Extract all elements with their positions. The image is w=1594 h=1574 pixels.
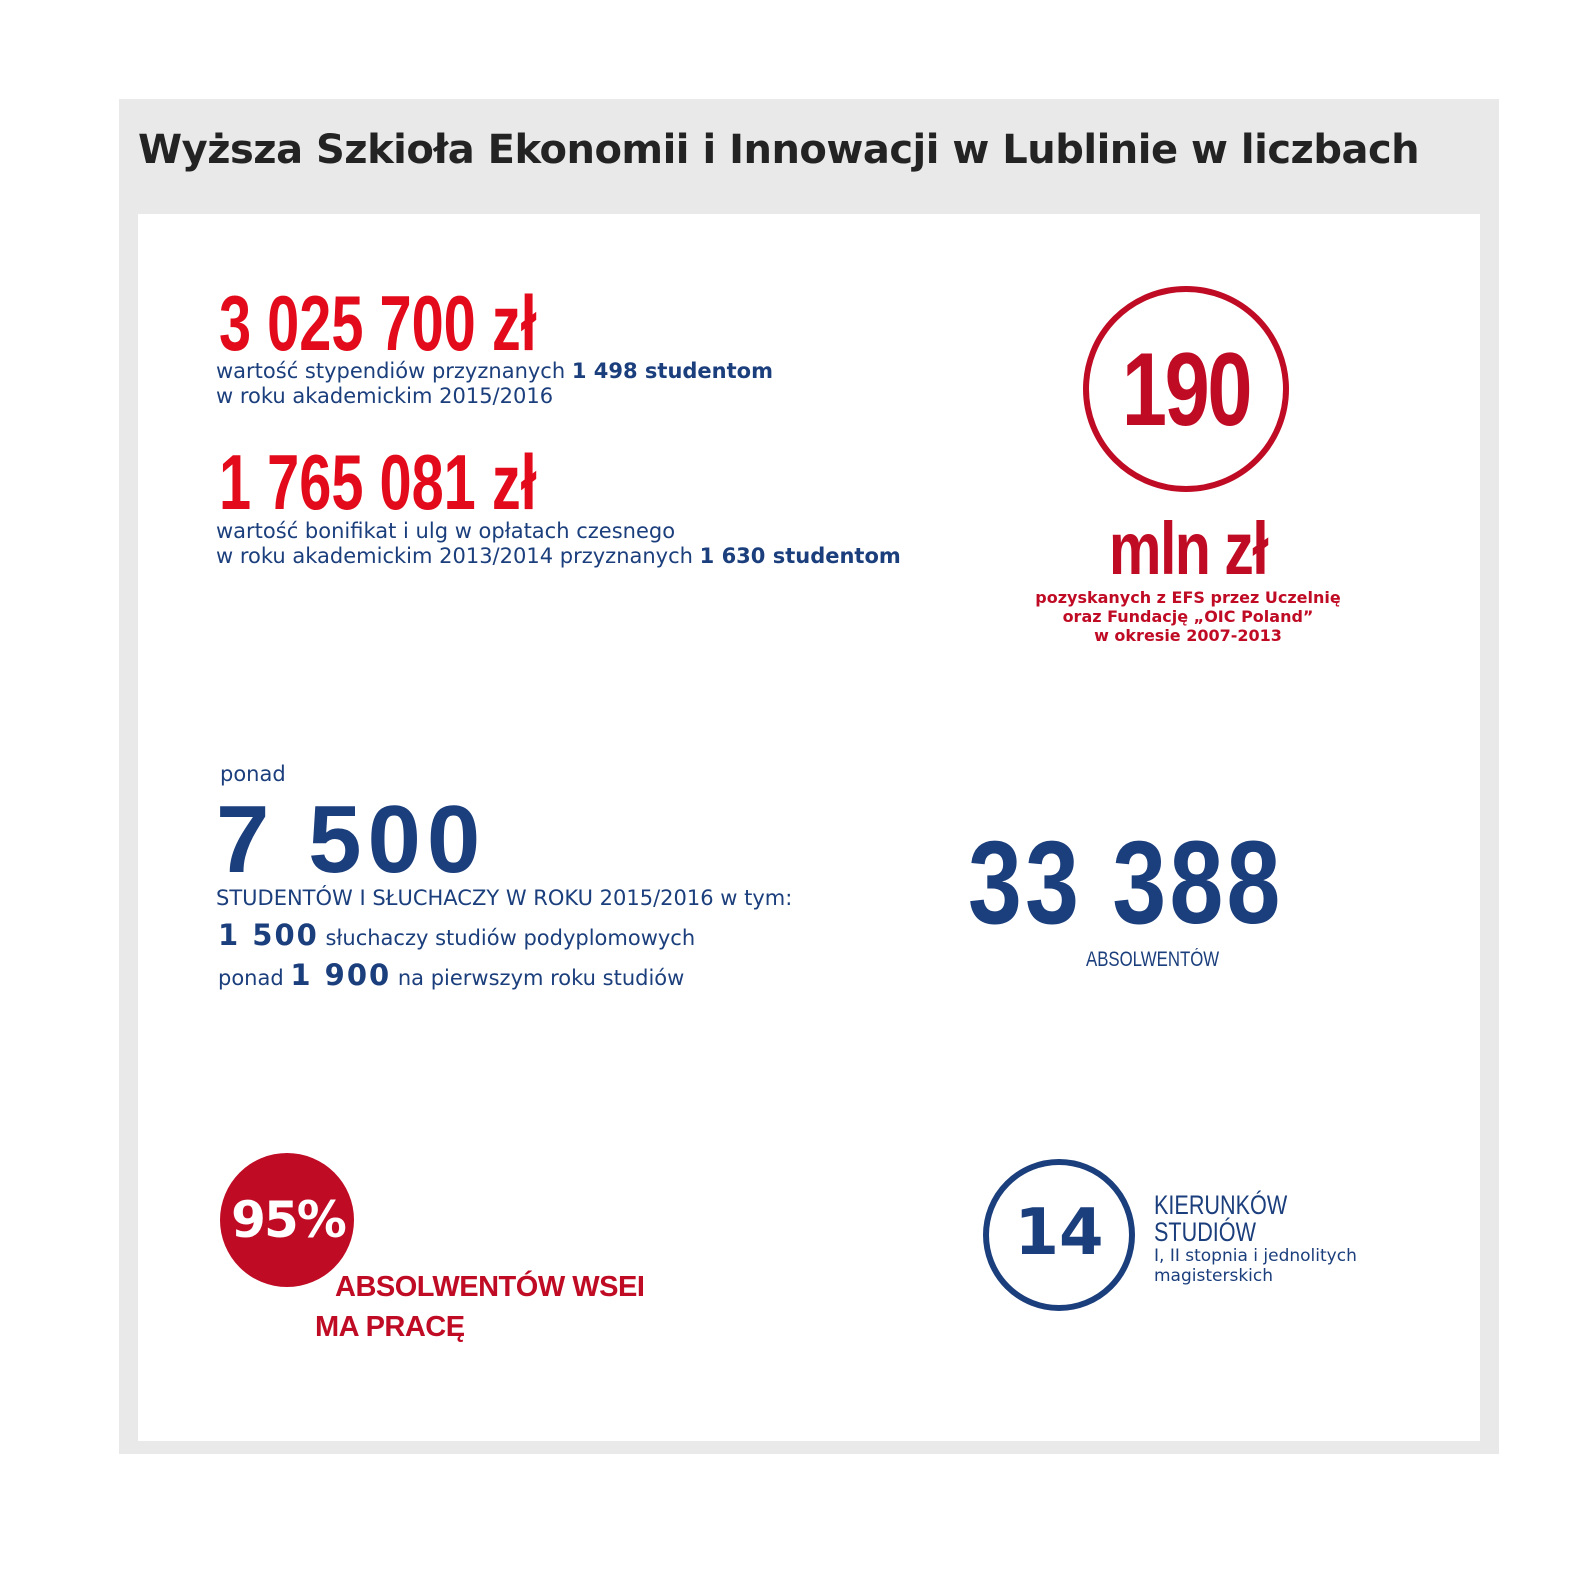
programs-line2: STUDIÓW — [1154, 1217, 1256, 1247]
scholarship-student-count: 1 498 studentom — [571, 359, 773, 383]
employment-line1: ABSOLWENTÓW WSEI — [335, 1271, 645, 1303]
students-caption: STUDENTÓW I SŁUCHACZY W ROKU 2015/2016 w tym: — [216, 886, 793, 910]
programs-number: 14 — [1014, 1196, 1104, 1270]
discount-amount: 1 765 081 zł — [219, 438, 537, 526]
discount-student-count: 1 630 studentom — [699, 544, 901, 568]
programs-circle — [983, 1159, 1135, 1311]
scholarship-desc-line1 — [216, 359, 773, 384]
discount-description — [216, 519, 901, 569]
first-year-prefix: ponad — [218, 966, 291, 990]
discount-desc-line2 — [216, 544, 901, 569]
scholarship-description — [216, 359, 773, 409]
graduates-number: 33 388 — [968, 817, 1284, 949]
efs-circle — [1083, 286, 1289, 492]
stats-panel — [138, 214, 1480, 1441]
scholarship-amount: 3 025 700 zł — [219, 279, 537, 367]
efs-line1: pozyskanych z EFS przez Uczelnię — [1035, 588, 1341, 607]
discount-desc-text: w roku akademickim 2013/2014 przyznanych — [216, 544, 700, 568]
employment-percent: 95% — [231, 1191, 345, 1249]
infographic-frame — [119, 99, 1499, 1454]
students-number: 7 500 — [216, 786, 487, 893]
graduates-caption: ABSOLWENTÓW — [1086, 948, 1220, 971]
efs-description — [988, 588, 1388, 645]
postgrad-text: słuchaczy studiów podyplomowych — [318, 926, 696, 950]
postgrad-number: 1 500 — [218, 918, 319, 952]
students-prefix: ponad — [220, 762, 286, 786]
first-year-line — [218, 958, 684, 992]
efs-line3: w okresie 2007-2013 — [1094, 626, 1282, 645]
scholarship-desc-text: wartość stypendiów przyznanych — [216, 359, 572, 383]
programs-line1: KIERUNKÓW — [1154, 1190, 1288, 1220]
postgrad-line — [218, 918, 695, 952]
programs-sub1: I, II stopnia i jednolitych — [1154, 1246, 1357, 1266]
discount-desc-line1: wartość bonifikat i ulg w opłatach czesnego — [216, 519, 676, 543]
scholarship-desc-line2: w roku akademickim 2015/2016 — [216, 384, 554, 408]
employment-line2: MA PRACĘ — [315, 1311, 465, 1343]
efs-line2: oraz Fundację „OIC Poland” — [1062, 607, 1314, 626]
efs-number: 190 — [1121, 332, 1251, 448]
first-year-number: 1 900 — [290, 958, 392, 992]
programs-sub2: magisterskich — [1154, 1266, 1274, 1286]
employment-circle — [220, 1153, 354, 1287]
efs-unit: mln zł — [1108, 507, 1268, 590]
programs-label — [1154, 1192, 1357, 1286]
first-year-text: na pierwszym roku studiów — [391, 966, 685, 990]
page-title: Wyższa Szkioła Ekonomii i Innowacji w Lublinie w liczbach — [138, 127, 1420, 173]
